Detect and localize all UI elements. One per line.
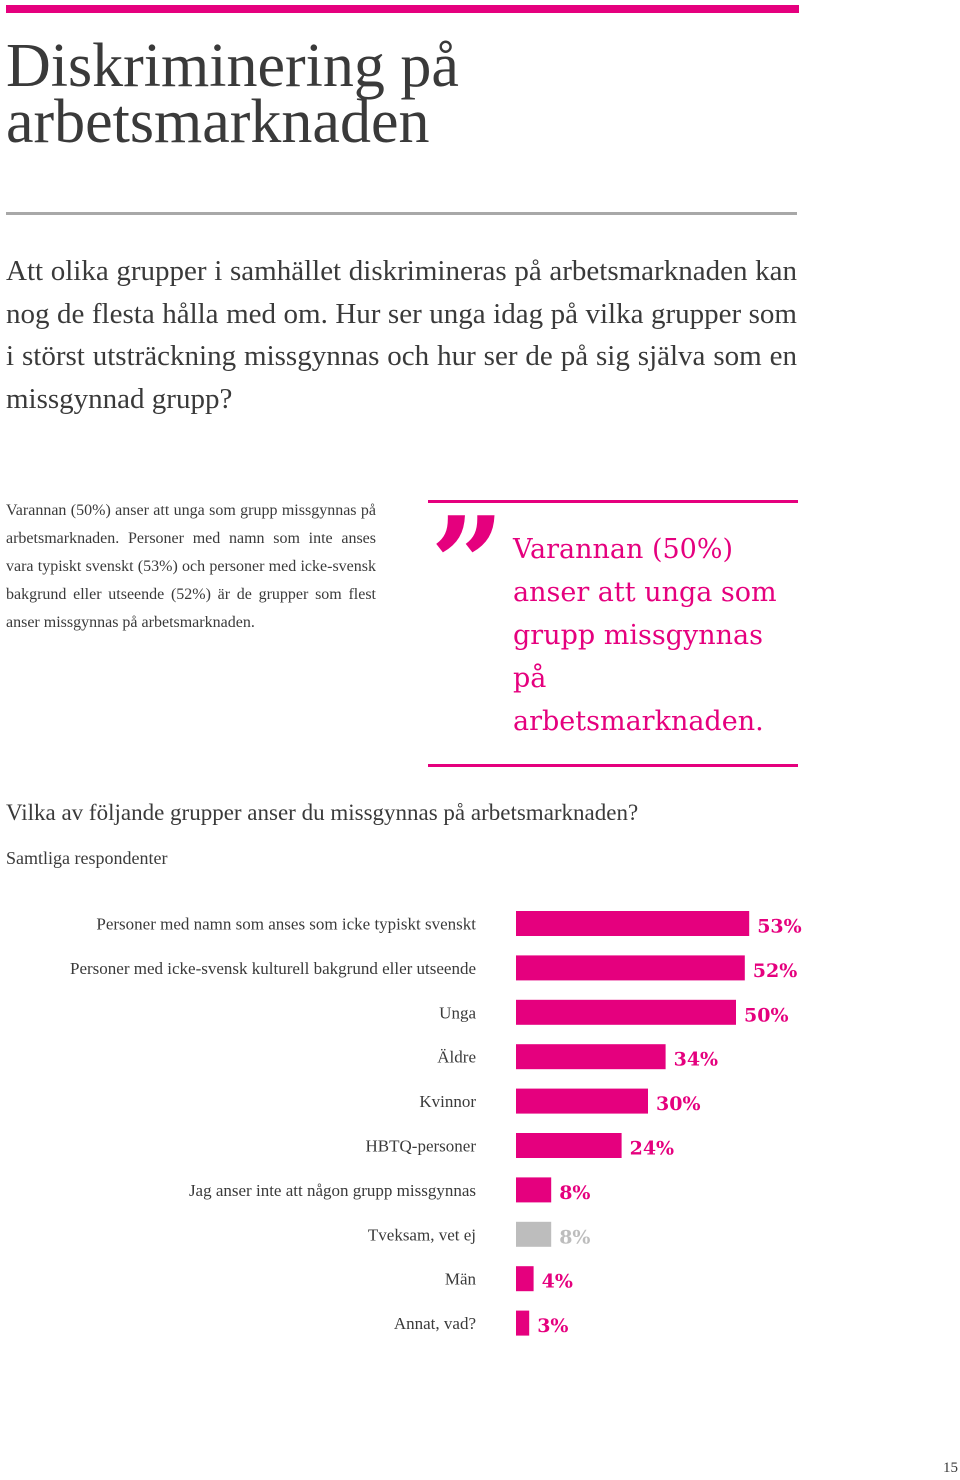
top-accent-bar xyxy=(6,5,799,13)
bar-value-label: 8% xyxy=(559,1181,591,1204)
bar xyxy=(516,1000,736,1025)
bar-category-label: HBTQ-personer xyxy=(365,1136,476,1156)
page-title: Diskriminering på arbetsmarknaden xyxy=(6,32,459,156)
bar-category-label: Jag anser inte att någon grupp missgynnas xyxy=(188,1180,476,1200)
bar-value-label: 53% xyxy=(757,915,802,938)
bar xyxy=(516,1311,529,1336)
bar xyxy=(516,1044,666,1069)
page-number: 15 xyxy=(943,1460,958,1476)
bar-category-label: Tveksam, vet ej xyxy=(367,1225,476,1245)
bar xyxy=(516,955,745,980)
bar-category-label: Äldre xyxy=(437,1047,476,1067)
bar-value-label: 30% xyxy=(656,1093,701,1116)
bar-category-label: Män xyxy=(444,1269,476,1289)
bar-value-label: 34% xyxy=(673,1048,719,1071)
body-paragraph: Varannan (50%) anser att unga som grupp missgynnas på arbetsmarknaden. Personer med namn som inte anses vara typiskt svenskt (53%) och personer med icke-svensk bakgrund eller utseende (52%) är de grupper som flest anser missgynnas på arbetsmarknaden. xyxy=(6,502,376,631)
bar-chart xyxy=(0,890,960,1350)
bar xyxy=(516,1222,551,1247)
intro-paragraph: Att olika grupper i samhället diskrimineras på arbetsmarknaden kan nog de flesta hålla med om. Hur ser unga idag på vilka grupper som i störst utsträckning missgynnas och hur ser de på sig själva som en missgynnad grupp? xyxy=(6,255,797,415)
bar-value-label: 52% xyxy=(752,959,798,982)
bar-value-label: 4% xyxy=(541,1270,573,1293)
bar-category-label: Personer med icke-svensk kulturell bakgrund eller utseende xyxy=(70,958,476,978)
title-divider xyxy=(6,212,797,215)
bar xyxy=(516,1133,622,1158)
bar-value-label: 50% xyxy=(744,1004,789,1027)
chart-subtitle: Samtliga respondenter xyxy=(6,848,168,868)
bar xyxy=(516,1089,648,1114)
quote-mark-icon: ” xyxy=(430,488,505,641)
bar xyxy=(516,1266,534,1291)
bar-value-label: 3% xyxy=(537,1315,569,1338)
bar xyxy=(516,911,749,936)
bar xyxy=(516,1177,551,1202)
chart-title: Vilka av följande grupper anser du missgynnas på arbetsmarknaden? xyxy=(6,800,639,825)
bar-category-label: Kvinnor xyxy=(419,1092,476,1112)
bar-value-label: 24% xyxy=(629,1137,675,1160)
pull-quote: Varannan (50%) anser att unga som grupp missgynnas på arbetsmarknaden. xyxy=(513,534,777,737)
pull-quote-bottom-rule xyxy=(428,764,798,767)
bar-category-label: Personer med namn som anses som icke typiskt svenskt xyxy=(96,914,476,934)
bar-value-label: 8% xyxy=(559,1226,591,1249)
bar-category-label: Unga xyxy=(439,1003,476,1023)
bar-category-label: Annat, vad? xyxy=(393,1314,476,1334)
